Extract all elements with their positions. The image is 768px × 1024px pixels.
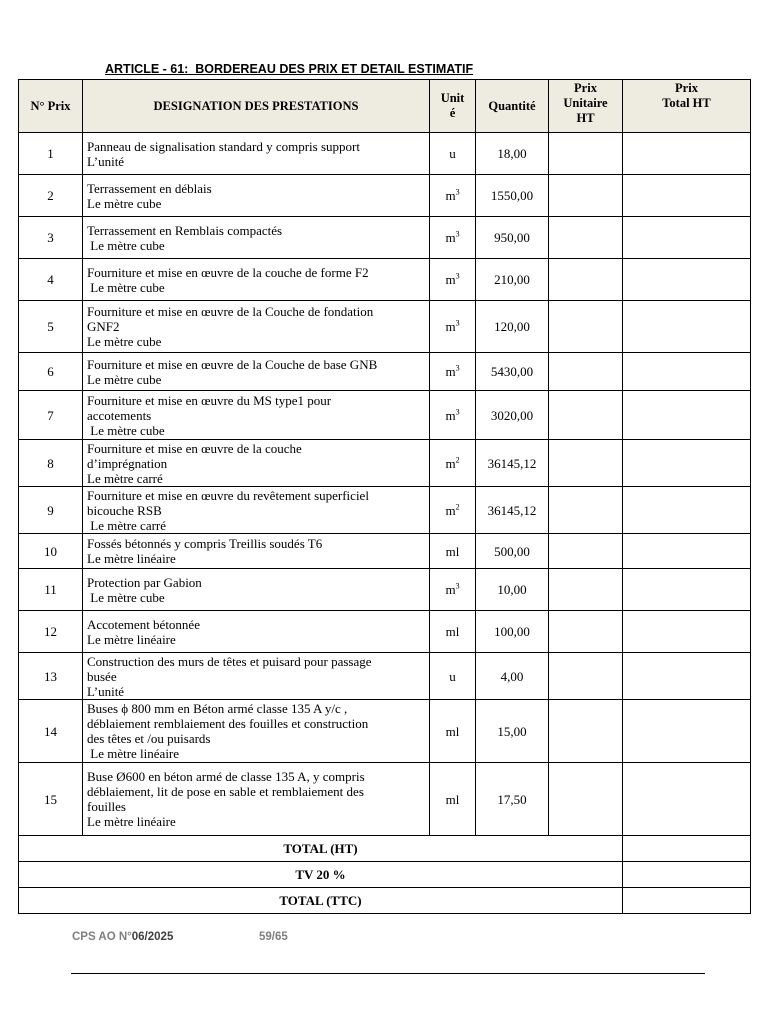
row-unit-price bbox=[549, 391, 623, 440]
designation-line: Protection par Gabion bbox=[87, 574, 202, 590]
footer-reference bbox=[72, 931, 173, 943]
designation-line: GNF2 bbox=[87, 319, 120, 334]
row-quantity: 3020,00 bbox=[476, 391, 549, 440]
header-designation: DESIGNATION DES PRESTATIONS bbox=[83, 80, 430, 133]
total-ttc-row bbox=[19, 888, 751, 914]
row-price-number: 2 bbox=[19, 175, 83, 217]
total-ttc-value bbox=[623, 888, 751, 914]
row-unit bbox=[430, 653, 476, 700]
row-unit-price bbox=[549, 217, 623, 259]
unit-symbol: m bbox=[445, 230, 456, 245]
row-price-number: 15 bbox=[19, 763, 83, 836]
row-total-price bbox=[623, 217, 751, 259]
row-total-price bbox=[623, 487, 751, 534]
designation-line: Fourniture et mise en œuvre de la couche bbox=[87, 440, 302, 456]
row-unit-price bbox=[549, 259, 623, 301]
footer-ref-number: 06/2025 bbox=[131, 931, 174, 943]
unit-exponent: 3 bbox=[455, 187, 460, 197]
header-num: N° Prix bbox=[19, 80, 83, 133]
table-row bbox=[19, 353, 751, 391]
footer-page-number: 59/65 bbox=[259, 931, 288, 943]
unit-exponent: 2 bbox=[455, 502, 460, 512]
total-ht-label: TOTAL (HT) bbox=[19, 836, 623, 862]
designation-line: busée bbox=[87, 668, 117, 684]
row-price-number: 1 bbox=[19, 133, 83, 175]
tva-row bbox=[19, 862, 751, 888]
header-unit-price-line3: HT bbox=[576, 111, 595, 125]
table-row bbox=[19, 175, 751, 217]
row-total-price bbox=[623, 301, 751, 353]
row-designation bbox=[83, 301, 430, 353]
table-row bbox=[19, 217, 751, 259]
designation-line: Fourniture et mise en œuvre de la Couche de fondation bbox=[87, 304, 374, 319]
row-unit-price bbox=[549, 133, 623, 175]
row-price-number: 10 bbox=[19, 534, 83, 569]
row-unit bbox=[430, 569, 476, 611]
designation-line: Fourniture et mise en œuvre de la Couche de base GNB bbox=[87, 356, 378, 372]
designation-line: Accotement bétonnée bbox=[87, 616, 200, 632]
row-quantity: 36145,12 bbox=[476, 487, 549, 534]
row-unit-price bbox=[549, 175, 623, 217]
header-unit-price bbox=[549, 80, 623, 133]
row-designation bbox=[83, 133, 430, 175]
row-designation bbox=[83, 391, 430, 440]
table-row bbox=[19, 487, 751, 534]
row-unit bbox=[430, 217, 476, 259]
header-total-price-line2: Total HT bbox=[662, 96, 711, 110]
row-unit-price bbox=[549, 353, 623, 391]
row-total-price bbox=[623, 259, 751, 301]
designation-line: L’unité bbox=[87, 153, 125, 169]
row-designation bbox=[83, 217, 430, 259]
row-unit bbox=[430, 175, 476, 217]
row-designation bbox=[83, 653, 430, 700]
designation-line: accotements bbox=[87, 407, 152, 423]
designation-line: Buses ϕ 800 mm en Béton armé classe 135 A y/c , bbox=[87, 701, 348, 716]
article-title: ARTICLE - 61: BORDEREAU DES PRIX ET DETAIL ESTIMATIF bbox=[105, 62, 474, 76]
table-header-row bbox=[19, 80, 751, 133]
designation-line: Le mètre linéaire bbox=[87, 746, 180, 761]
unit-symbol: ml bbox=[445, 624, 460, 639]
table-row bbox=[19, 611, 751, 653]
table-row bbox=[19, 391, 751, 440]
row-quantity: 500,00 bbox=[476, 534, 549, 569]
row-quantity: 18,00 bbox=[476, 133, 549, 175]
row-total-price bbox=[623, 653, 751, 700]
designation-line: Fourniture et mise en œuvre du revêtement superficiel bbox=[87, 487, 369, 503]
row-quantity: 10,00 bbox=[476, 569, 549, 611]
designation-line: Buse Ø600 en béton armé de classe 135 A, y compris bbox=[87, 769, 365, 784]
row-total-price bbox=[623, 611, 751, 653]
unit-exponent: 3 bbox=[455, 407, 460, 417]
footer-rule bbox=[71, 973, 705, 974]
row-unit bbox=[430, 700, 476, 763]
row-price-number: 14 bbox=[19, 700, 83, 763]
unit-symbol: m bbox=[445, 319, 456, 334]
row-quantity: 15,00 bbox=[476, 700, 549, 763]
row-unit-price bbox=[549, 653, 623, 700]
table-row bbox=[19, 700, 751, 763]
row-designation bbox=[83, 700, 430, 763]
total-ht-value bbox=[623, 836, 751, 862]
row-total-price bbox=[623, 763, 751, 836]
designation-line: Fossés bétonnés y compris Treillis soudés T6 bbox=[87, 536, 323, 551]
row-designation bbox=[83, 353, 430, 391]
row-unit-price bbox=[549, 534, 623, 569]
unit-exponent: 3 bbox=[455, 363, 460, 373]
row-unit bbox=[430, 391, 476, 440]
unit-symbol: m bbox=[445, 502, 456, 518]
row-unit bbox=[430, 259, 476, 301]
row-price-number: 13 bbox=[19, 653, 83, 700]
table-row bbox=[19, 534, 751, 569]
designation-line: Le mètre cube bbox=[87, 237, 165, 253]
price-schedule-table bbox=[18, 79, 751, 914]
row-total-price bbox=[623, 700, 751, 763]
header-total-price bbox=[623, 80, 751, 133]
table-row bbox=[19, 763, 751, 836]
designation-line: Fourniture et mise en œuvre du MS type1 pour bbox=[87, 392, 332, 408]
row-quantity: 120,00 bbox=[476, 301, 549, 353]
row-unit-price bbox=[549, 763, 623, 836]
designation-line: Le mètre cube bbox=[87, 334, 162, 349]
total-ttc-label: TOTAL (TTC) bbox=[19, 888, 623, 914]
total-ht-row bbox=[19, 836, 751, 862]
designation-line: L’unité bbox=[87, 683, 125, 699]
unit-symbol: ml bbox=[445, 791, 460, 807]
designation-line: Construction des murs de têtes et puisard pour passage bbox=[87, 653, 372, 669]
designation-line: déblaiement remblaiement des fouilles et construction bbox=[87, 716, 369, 731]
designation-line: Le mètre cube bbox=[87, 195, 162, 211]
designation-line: Le mètre cube bbox=[87, 589, 165, 605]
row-quantity: 950,00 bbox=[476, 217, 549, 259]
row-unit bbox=[430, 133, 476, 175]
row-unit bbox=[430, 440, 476, 487]
header-unit-price-line2: Unitaire bbox=[563, 96, 608, 110]
row-price-number: 7 bbox=[19, 391, 83, 440]
row-quantity: 36145,12 bbox=[476, 440, 549, 487]
designation-line: Le mètre carré bbox=[87, 517, 167, 533]
unit-symbol: m bbox=[445, 272, 456, 287]
row-price-number: 6 bbox=[19, 353, 83, 391]
designation-line: Panneau de signalisation standard y compris support bbox=[87, 138, 360, 154]
row-price-number: 11 bbox=[19, 569, 83, 611]
designation-line: Le mètre linéaire bbox=[87, 551, 176, 566]
unit-symbol: m bbox=[445, 364, 456, 379]
table-row bbox=[19, 133, 751, 175]
row-total-price bbox=[623, 440, 751, 487]
row-unit bbox=[430, 763, 476, 836]
row-designation bbox=[83, 440, 430, 487]
row-designation bbox=[83, 487, 430, 534]
tva-label: TV 20 % bbox=[19, 862, 623, 888]
designation-line: Le mètre carré bbox=[87, 470, 163, 486]
row-total-price bbox=[623, 391, 751, 440]
row-unit-price bbox=[549, 487, 623, 534]
header-unit bbox=[430, 80, 476, 133]
row-designation bbox=[83, 534, 430, 569]
row-unit bbox=[430, 534, 476, 569]
unit-symbol: ml bbox=[445, 543, 460, 559]
header-unit-line2: é bbox=[449, 106, 456, 120]
designation-line: Terrassement en Remblais compactés bbox=[87, 222, 283, 238]
designation-line: Le mètre cube bbox=[87, 371, 162, 387]
unit-symbol: m bbox=[445, 582, 456, 597]
designation-line: bicouche RSB bbox=[87, 502, 162, 518]
designation-line: Terrassement en déblais bbox=[87, 180, 212, 196]
header-total-price-line1: Prix bbox=[675, 81, 698, 95]
row-price-number: 4 bbox=[19, 259, 83, 301]
designation-line: Le mètre linéaire bbox=[87, 814, 176, 829]
row-unit bbox=[430, 301, 476, 353]
unit-exponent: 3 bbox=[455, 581, 460, 591]
row-price-number: 9 bbox=[19, 487, 83, 534]
designation-line: fouilles bbox=[87, 799, 126, 814]
designation-line: déblaiement, lit de pose en sable et remblaiement des bbox=[87, 784, 364, 799]
unit-symbol: u bbox=[449, 668, 456, 684]
designation-line: Le mètre cube bbox=[87, 279, 165, 295]
row-total-price bbox=[623, 534, 751, 569]
row-quantity: 17,50 bbox=[476, 763, 549, 836]
table-row bbox=[19, 259, 751, 301]
table-row bbox=[19, 569, 751, 611]
row-price-number: 5 bbox=[19, 301, 83, 353]
row-quantity: 100,00 bbox=[476, 611, 549, 653]
unit-exponent: 3 bbox=[455, 229, 460, 239]
designation-line: des têtes et /ou puisards bbox=[87, 731, 211, 746]
row-total-price bbox=[623, 133, 751, 175]
designation-line: Le mètre linéaire bbox=[87, 631, 176, 647]
row-total-price bbox=[623, 569, 751, 611]
row-unit-price bbox=[549, 440, 623, 487]
tva-value bbox=[623, 862, 751, 888]
unit-exponent: 3 bbox=[455, 318, 460, 328]
row-price-number: 3 bbox=[19, 217, 83, 259]
table-row bbox=[19, 653, 751, 700]
row-quantity: 4,00 bbox=[476, 653, 549, 700]
row-unit-price bbox=[549, 569, 623, 611]
row-price-number: 8 bbox=[19, 440, 83, 487]
row-quantity: 5430,00 bbox=[476, 353, 549, 391]
row-total-price bbox=[623, 175, 751, 217]
row-quantity: 210,00 bbox=[476, 259, 549, 301]
table-row bbox=[19, 301, 751, 353]
row-quantity: 1550,00 bbox=[476, 175, 549, 217]
unit-symbol: m bbox=[445, 455, 456, 471]
table-row bbox=[19, 440, 751, 487]
row-designation bbox=[83, 259, 430, 301]
row-unit bbox=[430, 353, 476, 391]
row-unit-price bbox=[549, 700, 623, 763]
row-designation bbox=[83, 611, 430, 653]
unit-exponent: 2 bbox=[455, 455, 460, 465]
row-unit bbox=[430, 611, 476, 653]
row-designation bbox=[83, 175, 430, 217]
header-unit-line1: Unit bbox=[440, 91, 465, 105]
designation-line: Le mètre cube bbox=[87, 422, 165, 438]
header-quantity: Quantité bbox=[476, 80, 549, 133]
header-unit-price-line1: Prix bbox=[574, 81, 597, 95]
footer-ref-prefix: CPS AO N° bbox=[72, 931, 132, 943]
row-designation bbox=[83, 569, 430, 611]
unit-symbol: ml bbox=[445, 723, 460, 739]
designation-line: Fourniture et mise en œuvre de la couche de forme F2 bbox=[87, 264, 369, 280]
row-unit-price bbox=[549, 301, 623, 353]
designation-line: d’imprégnation bbox=[87, 455, 168, 471]
row-price-number: 12 bbox=[19, 611, 83, 653]
row-unit bbox=[430, 487, 476, 534]
unit-symbol: m bbox=[445, 407, 456, 423]
unit-symbol: m bbox=[445, 188, 456, 203]
row-designation bbox=[83, 763, 430, 836]
unit-symbol: u bbox=[449, 146, 456, 161]
unit-exponent: 3 bbox=[455, 271, 460, 281]
row-unit-price bbox=[549, 611, 623, 653]
row-total-price bbox=[623, 353, 751, 391]
